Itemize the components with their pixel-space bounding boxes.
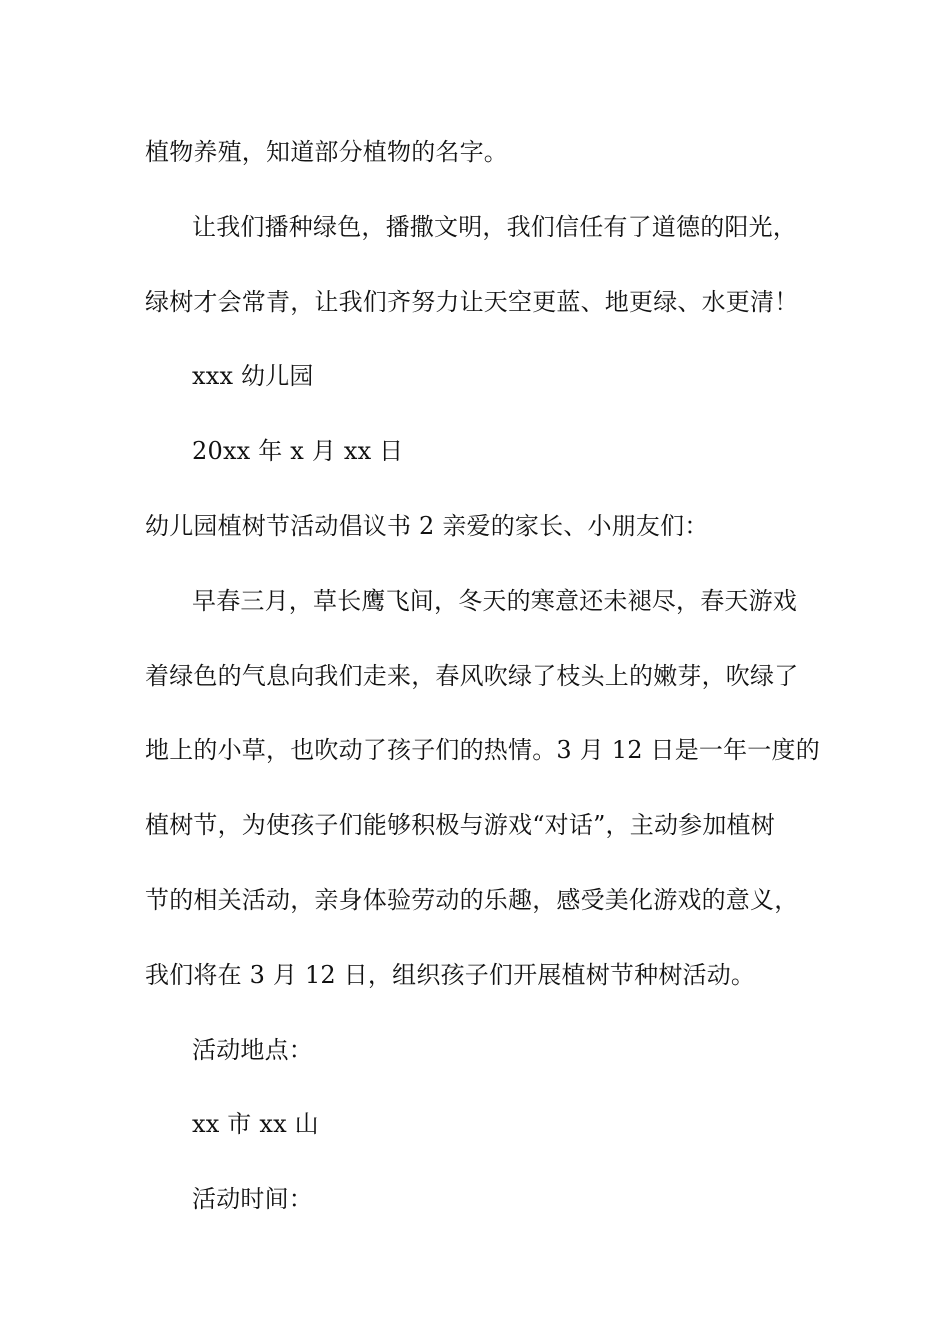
signature-organization: xxx 幼儿园	[192, 362, 314, 391]
text-line: 节的相关活动，亲身体验劳动的乐趣，感受美化游戏的意义，	[145, 885, 799, 914]
text-line: 植树节，为使孩子们能够积极与游戏“对话”，主动参加植树	[145, 811, 775, 840]
text-line: 早春三月，草长鹰飞间，冬天的寒意还未褪尽，春天游戏	[192, 586, 797, 615]
text-line: 植物养殖，知道部分植物的名字。	[145, 138, 508, 166]
activity-location-value: xx 市 xx 山	[192, 1110, 319, 1139]
text-line: 地上的小草，也吹动了孩子们的热情。3 月 12 日是一年一度的	[145, 736, 820, 765]
signature-date: 20xx 年 x 月 xx 日	[192, 437, 404, 466]
activity-location-label: 活动地点：	[192, 1035, 313, 1064]
document-body	[145, 128, 820, 1250]
activity-time-label: 活动时间：	[192, 1185, 313, 1214]
text-line: 绿树才会常青，让我们齐努力让天空更蓝、地更绿、水更清！	[145, 287, 799, 316]
section-heading: 幼儿园植树节活动倡议书 2 亲爱的家长、小朋友们：	[145, 511, 709, 540]
text-line: 让我们播种绿色，播撒文明，我们信任有了道德的阳光，	[192, 212, 797, 241]
text-line: 我们将在 3 月 12 日，组织孩子们开展植树节种树活动。	[145, 960, 756, 989]
text-line: 着绿色的气息向我们走来，春风吹绿了枝头上的嫩芽，吹绿了	[145, 661, 799, 690]
